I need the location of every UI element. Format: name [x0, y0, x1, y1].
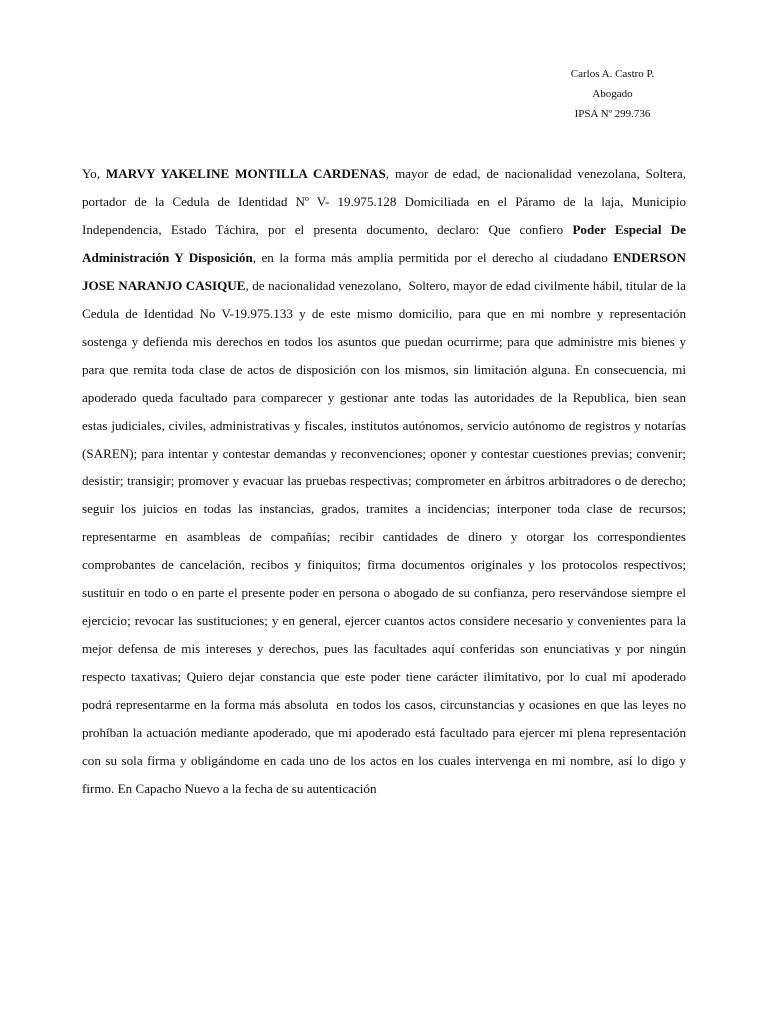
body-text-segment: Yo, — [82, 166, 106, 181]
body-text-segment: , mayor de edad, de nacionalidad venezolana, Soltera, portador de la Cedula de Identidad Nº V- 19.975.128 Domiciliada en el Páramo de la laja, Municipio Independencia, Estado Táchira, por el presenta documento, declaro: Que confiero — [82, 166, 690, 237]
lawyer-name: Carlos A. Castro P. — [570, 68, 655, 80]
lawyer-header — [540, 64, 685, 124]
lawyer-ipsa-number: IPSA Nº 299.736 — [574, 108, 651, 120]
body-text-segment: , en la forma más amplia permitida por el derecho al ciudadano — [252, 249, 614, 265]
attorney-name: ENDERSON JOSE NARANJO CASIQUE — [82, 249, 690, 293]
body-text-segment: , de nacionalidad venezolano, Soltero, mayor de edad civilmente hábil, titular de la Cedula de Identidad No V-19.975.133 y de este mismo domicilio, para que en mi nombre y representación sostenga y defienda mis derechos en todos los asuntos que puedan ocurrirme; para que administre mis bienes y para que remita toda clase de actos de disposición con los mismos, sin limitación alguna. En consecuencia, mi apoderado queda facultado para comparecer y gestionar ante todas las autoridades de la Republica, bien sean estas judiciales, civiles, administrativas y fiscales, institutos autónomos, servicio autónomo de registros y notarías (SAREN); para intentar y contestar demandas y reconvenciones; oponer y contestar cuestiones previas; convenir; desistir; transigir; promover y evacuar las pruebas respectivas; comprometer en árbitros arbitradores o de derecho; seguir los juicios en todas las instancias, grados, tramites a incidencias; interponer toda clase de recursos; representarme en asambleas de compañías; recibir cantidades de dinero y otorgar los correspondientes comprobantes de cancelación, recibos y finiquitos; firma documentos originales y los protocolos respectivos; sustituir en todo o en parte el presente poder en persona o abogado de su confianza, pero reservándose siempre el ejercicio; revocar las sustituciones; y en general, ejercer cuantos actos considere necesario y convenientes para la mejor defensa de mis intereses y derechos, pues las facultades aquí conferidas son enunciativas y por ningún respecto taxativas; Quiero dejar constancia que este poder tiene carácter ilimitativo, por lo cual mi apoderado podrá representarme en la forma más absoluta en todos los casos, circunstancias y ocasiones en que las leyes no prohíban la actuación mediante apoderado, que mi apoderado está facultado para ejercer mi plena representación con su sola firma y obligándome en cada uno de los actos en los cuales intervenga en mi nombre, así lo digo y firmo. En Capacho Nuevo a la fecha de su autenticación — [82, 277, 696, 796]
power-of-attorney-body — [82, 160, 696, 803]
power-type: Poder Especial De Administración Y Disposición — [82, 221, 689, 265]
grantor-name: MARVY YAKELINE MONTILLA CARDENAS — [105, 166, 386, 181]
lawyer-title: Abogado — [592, 88, 633, 100]
